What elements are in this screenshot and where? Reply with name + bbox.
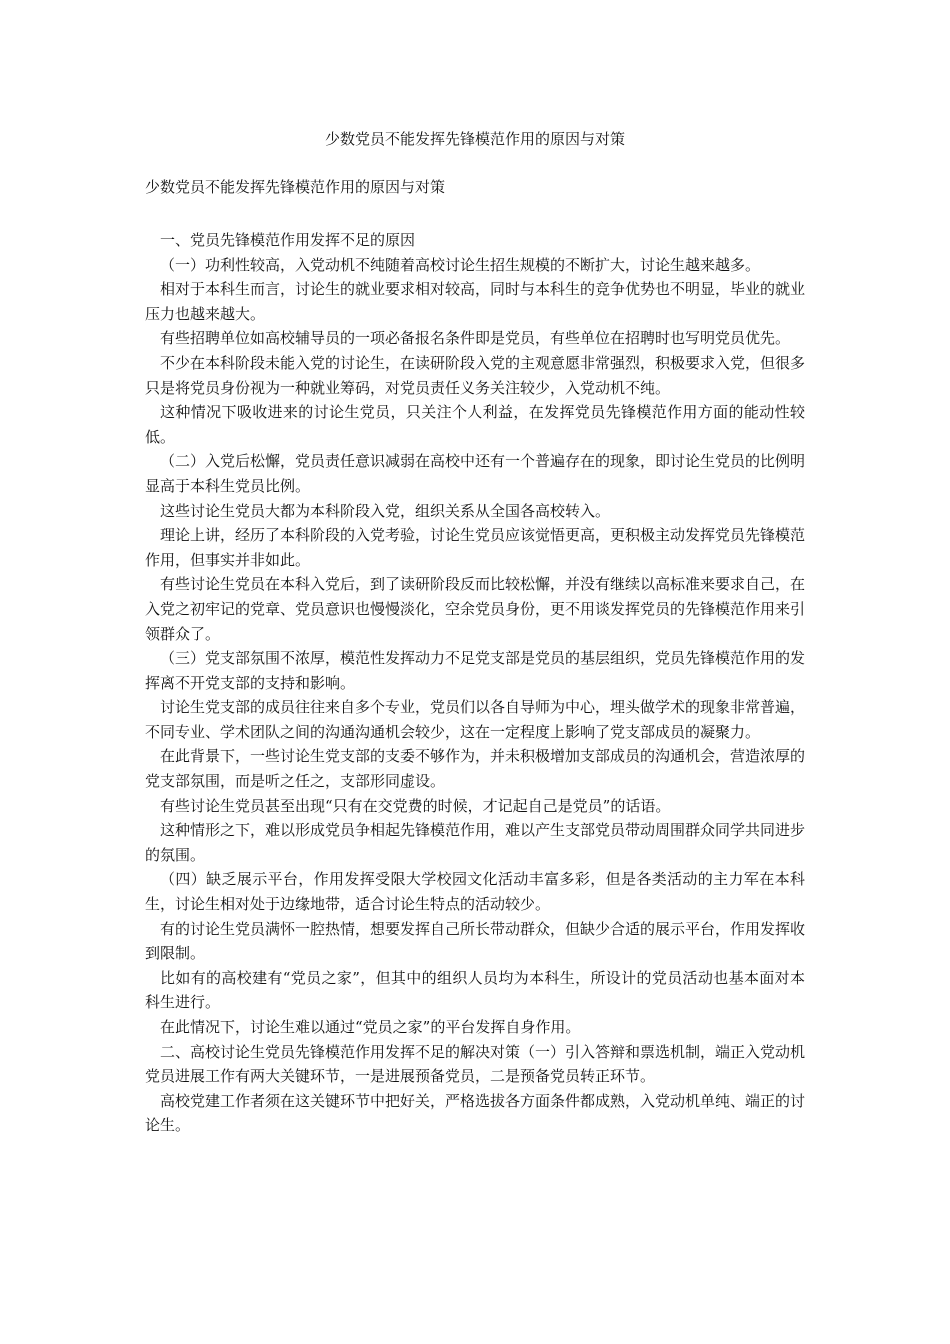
section-heading: 一、党员先锋模范作用发挥不足的原因 — [160, 231, 416, 249]
document-title: 少数党员不能发挥先锋模范作用的原因与对策 — [324, 130, 625, 148]
paragraph: 高校党建工作者须在这关键环节中把好关，严格选拔各方面条件都成熟，入党动机单纯、端正的讨论生。 — [145, 1091, 806, 1135]
paragraph: 讨论生党支部的成员往往来自多个专业，党员们以各自导师为中心，埋头做学术的现象非常普遍，不同专业、学术团队之间的沟通沟通机会较少，这在一定程度上影响了党支部成员的凝聚力。 — [145, 698, 806, 741]
paragraph: （三）党支部氛围不浓厚，模范性发挥动力不足党支部是党员的基层组织，党员先锋模范作用的发挥离不开党支部的支持和影响。 — [145, 649, 806, 692]
paragraph: 这种情况下吸收进来的讨论生党员，只关注个人利益，在发挥党员先锋模范作用方面的能动性较低。 — [145, 403, 805, 446]
paragraph: 不少在本科阶段未能入党的讨论生，在读研阶段入党的主观意愿非常强烈，积极要求入党，但很多只是将党员身份视为一种就业筹码，对党员责任义务关注较少，入党动机不纯。 — [145, 353, 806, 397]
paragraph: 有些讨论生党员甚至出现“只有在交党费的时候，才记起自己是党员”的话语。 — [160, 796, 671, 815]
paragraph: 在此背景下，一些讨论生党支部的支委不够作为，并未积极增加支部成员的沟通机会，营造浓厚的党支部氛围，而是听之任之，支部形同虚设。 — [145, 747, 806, 791]
paragraph: 比如有的高校建有“党员之家”，但其中的组织人员均为本科生，所设计的党员活动也基本面对本科生进行。 — [145, 968, 805, 1012]
paragraph: 在此情况下，讨论生难以通过“党员之家”的平台发挥自身作用。 — [160, 1018, 581, 1036]
paragraph: 这种情形之下，难以形成党员争相起先锋模范作用，难以产生支部党员带动周围群众同学共同进步的氛围。 — [145, 821, 806, 864]
paragraph: 有些招聘单位如高校辅导员的一项必备报名条件即是党员，有些单位在招聘时也写明党员优先。 — [160, 329, 791, 348]
paragraph: 这些讨论生党员大都为本科阶段入党，组织关系从全国各高校转入。 — [160, 501, 611, 520]
paragraph: （一）功利性较高，入党动机不纯随着高校讨论生招生规模的不断扩大，讨论生越来越多。 — [160, 255, 761, 274]
paragraph: 理论上讲，经历了本科阶段的入党考验，讨论生党员应该觉悟更高，更积极主动发挥党员先锋模范作用，但事实并非如此。 — [145, 526, 806, 569]
paragraph: 二、高校讨论生党员先锋模范作用发挥不足的解决对策（一）引入答辩和票选机制，端正入党动机党员进展工作有两大关键环节，一是进展预备党员，二是预备党员转正环节。 — [145, 1042, 806, 1086]
document-body — [145, 228, 805, 1138]
document-subtitle: 少数党员不能发挥先锋模范作用的原因与对策 — [145, 178, 446, 196]
paragraph: 有些讨论生党员在本科入党后，到了读研阶段反而比较松懈，并没有继续以高标准来要求自己，在入党之初牢记的党章、党员意识也慢慢淡化，空余党员身份，更不用谈发挥党员的先锋模范作用来引领群众了。 — [145, 575, 806, 643]
paragraph: （四）缺乏展示平台，作用发挥受限大学校园文化活动丰富多彩，但是各类活动的主力军在本科生，讨论生相对处于边缘地带，适合讨论生特点的活动较少。 — [145, 870, 805, 914]
paragraph: 相对于本科生而言，讨论生的就业要求相对较高，同时与本科生的竞争优势也不明显，毕业的就业压力也越来越大。 — [145, 280, 806, 323]
paragraph: （二）入党后松懈，党员责任意识减弱在高校中还有一个普遍存在的现象，即讨论生党员的比例明显高于本科生党员比例。 — [145, 452, 806, 495]
paragraph: 有的讨论生党员满怀一腔热情，想要发挥自己所长带动群众，但缺少合适的展示平台，作用发挥收到限制。 — [145, 919, 806, 963]
